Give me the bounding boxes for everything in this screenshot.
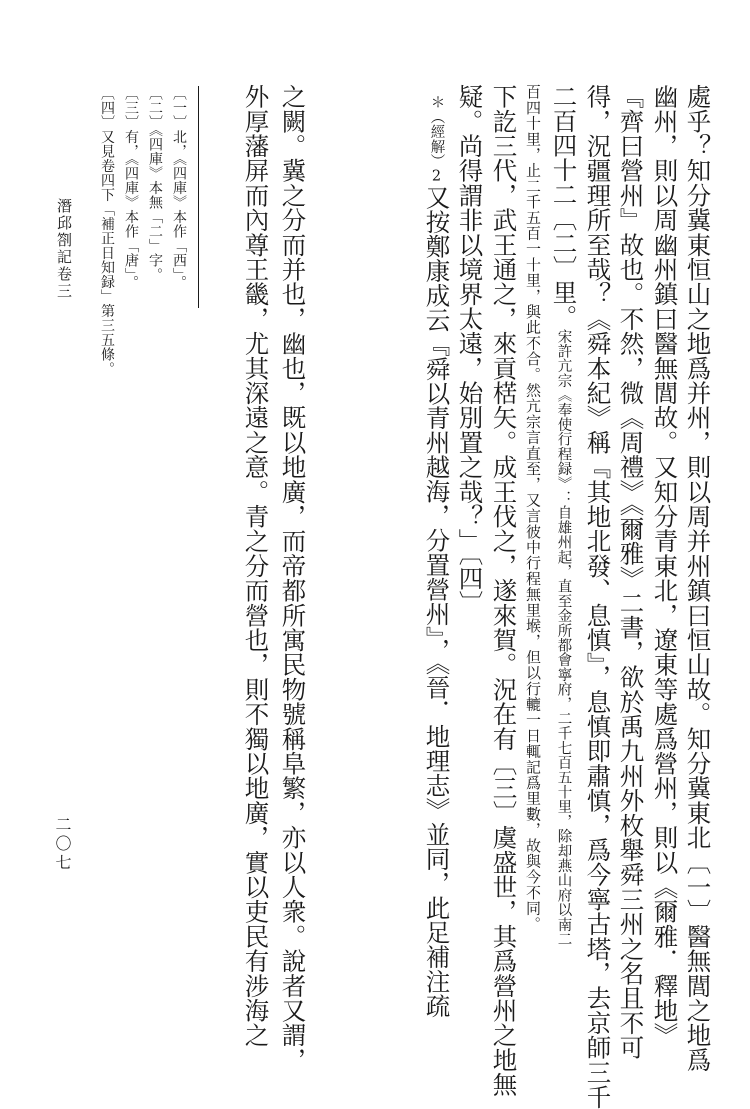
body-column-10: 外厚藩屏而內尊王畿，尤其深遠之意。青之分而營也，則不獨以地廣，實以吏民有涉海之 (241, 84, 271, 1048)
body-column-7: 疑。尚得謂非以境界太遠，始別置之哉？」〔四〕 (455, 84, 485, 616)
body-column-3: 『齊曰營州』故也。不然，微《周禮》《爾雅》二書，欲於禹九州外枚舉舜三州之名且不可 (616, 84, 646, 1060)
page-number: 二〇七 (53, 816, 72, 873)
footnote-1: 〔一〕北，《四庫》本作「西」。 (171, 86, 187, 290)
body-column-8 (422, 95, 452, 1018)
body-column-5 (549, 84, 579, 947)
body-column-2: 幽州，則以周幽州鎮曰醫無閭故。又知分青東北，遼東等處爲營州，則以《爾雅．釋地》 (650, 84, 680, 1048)
footnote-divider (198, 86, 199, 308)
footnote-2: 〔二〕《四庫》本無「二」字。 (147, 86, 163, 282)
body-column-9: 之闕。冀之分而并也，幽也，既以地廣，而帝都所寓民物號稱阜繁，亦以人衆。說者又謂， (278, 84, 308, 1072)
inline-note-text: 宋許亢宗《奉使行程録》：自雄州起，直至金所都會寧府，二千七百五十里，除却燕山府以南二 (555, 329, 572, 947)
body-column-4: 得，況疆理所至哉？《舜本紀》稱『其地北發、息慎』，息慎即肅慎，爲今寧古塔，去京師三千 (583, 84, 613, 1109)
editorial-mark: ＊（經解）2 (428, 95, 445, 185)
body-column-8-text: 又按鄭康成云『舜以青州越海，分置營州』，《晉．地理志》並同，此足補注疏 (422, 184, 452, 1018)
body-column-5-text: 二百四十二〔二〕里。 (549, 84, 579, 329)
footnote-4: 〔四〕又見卷四下「補正日知録」第三五條。 (99, 86, 115, 376)
footnote-3: 〔三〕有，《四庫》本作「唐」。 (123, 86, 139, 290)
inline-note-column: 百四十里，止二千五百一十里，與此不合。然亢宗言直至，又言彼中行程無里堠，但以行轆一日輒記爲里數，故與今不同。 (524, 84, 542, 932)
body-column-6: 下訖三代，武王通之，來貢楛矢。成王伐之，遂來賀。況在有〔三〕虞盛世，其爲營州之地無 (489, 84, 519, 1097)
body-column-1: 處乎？知分冀東恒山之地爲并州，則以周并州鎮曰恒山故。知分冀東北〔一〕醫無閭之地爲 (683, 84, 713, 1072)
running-header: 潛邱劄記卷三 (55, 198, 73, 300)
